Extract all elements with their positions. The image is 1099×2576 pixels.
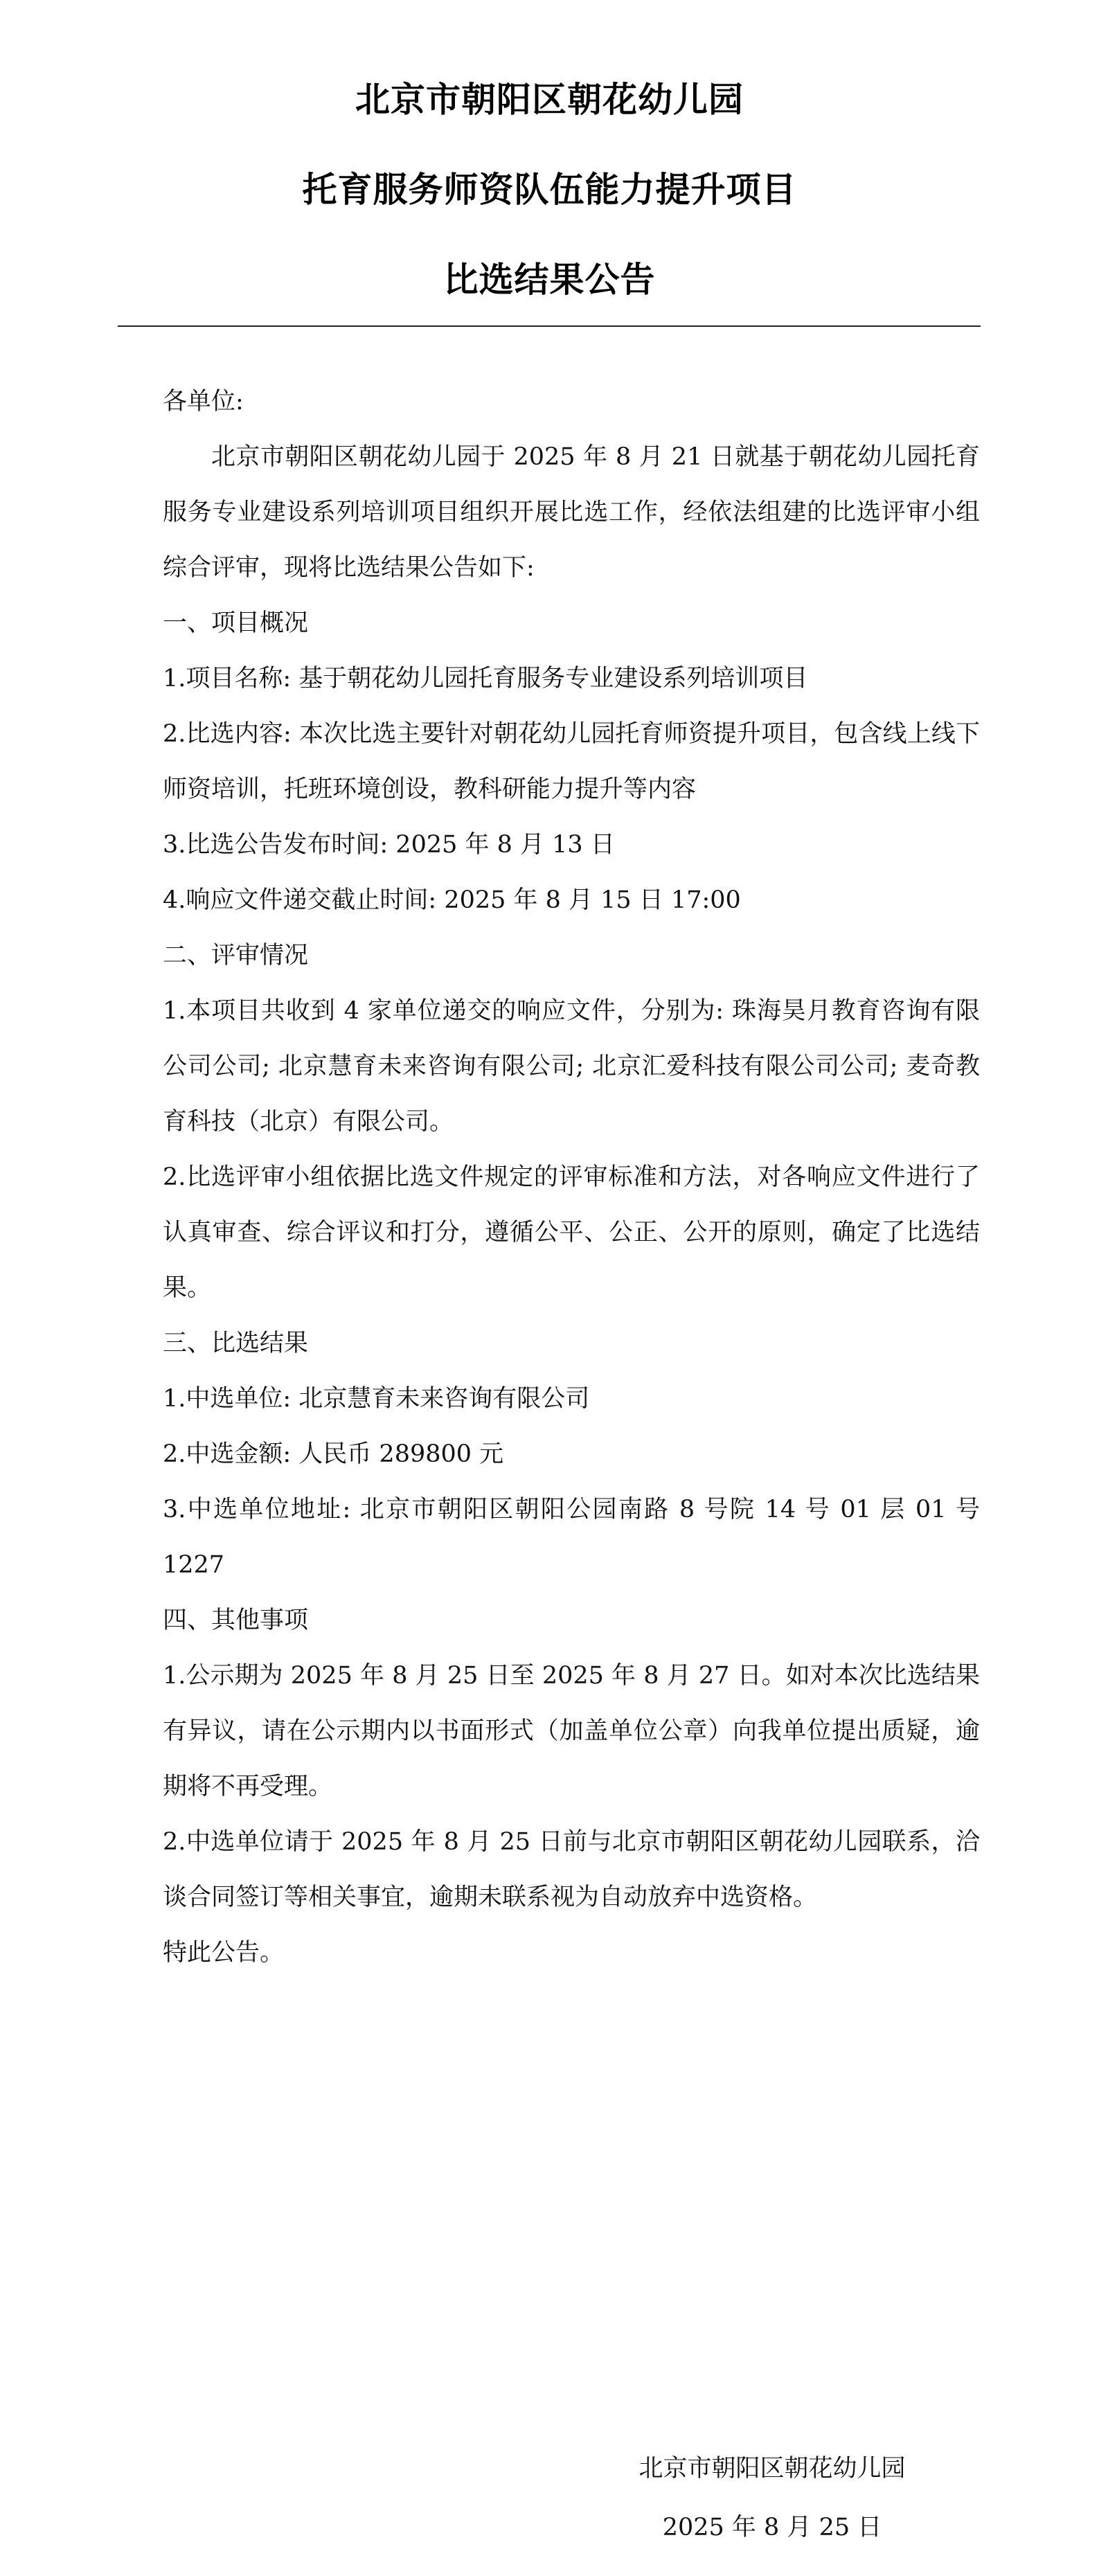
section-heading-other: 四、其他事项 [163, 1607, 309, 1634]
signature-date: 2025 年 8 月 25 日 [662, 2514, 882, 2541]
section-heading-result: 三、比选结果 [163, 1330, 309, 1357]
title-line-2: 托育服务师资队伍能力提升项目 [302, 170, 797, 210]
salutation: 各单位: [163, 388, 244, 415]
other-item-publicity-period: 1.公示期为 2025 年 8 月 25 日至 2025 年 8 月 27 日。如对本次比选结果有异议，请在公示期内以书面形式（加盖单位公章）向我单位提出质疑，逾期将不再受理。 [163, 1662, 980, 1800]
overview-item-content: 2.比选内容: 本次比选主要针对朝花幼儿园托育师资提升项目，包含线上线下师资培训，托班环境创设，教科研能力提升等内容 [163, 720, 980, 803]
review-item-submissions: 1.本项目共收到 4 家单位递交的响应文件，分别为: 珠海昊月教育咨询有限公司公司; 北京慧育未来咨询有限公司; 北京汇爱科技有限公司公司; 麦奇教育科技（北京）有限公司。 [163, 997, 980, 1136]
result-item-amount: 2.中选金额: 人民币 289800 元 [163, 1440, 504, 1468]
result-item-address: 3.中选单位地址: 北京市朝阳区朝阳公园南路 8 号院 14 号 01 层 01 号 1227 [163, 1496, 980, 1579]
section-heading-overview: 一、项目概况 [163, 609, 309, 637]
overview-item-deadline: 4.响应文件递交截止时间: 2025 年 8 月 15 日 17:00 [163, 886, 741, 914]
overview-item-project-name: 1.项目名称: 基于朝花幼儿园托育服务专业建设系列培训项目 [163, 665, 808, 692]
intro-paragraph: 北京市朝阳区朝花幼儿园于 2025 年 8 月 21 日就基于朝花幼儿园托育服务专业建设系列培训项目组织开展比选工作，经依法组建的比选评审小组综合评审，现将比选结果公告如下: [163, 443, 980, 582]
other-item-contract-contact: 2.中选单位请于 2025 年 8 月 25 日前与北京市朝阳区朝花幼儿园联系，洽谈合同签订等相关事宜，逾期未联系视为自动放弃中选资格。 [163, 1828, 980, 1911]
overview-item-publish-time: 3.比选公告发布时间: 2025 年 8 月 13 日 [163, 831, 615, 859]
title-line-1: 北京市朝阳区朝花幼儿园 [355, 80, 744, 120]
closing-text: 特此公告。 [163, 1939, 285, 1967]
review-item-evaluation: 2.比选评审小组依据比选文件规定的评审标准和方法，对各响应文件进行了认真审查、综合评议和打分，遵循公平、公正、公开的原则，确定了比选结果。 [163, 1163, 980, 1302]
section-heading-review: 二、评审情况 [163, 942, 309, 969]
signature-org: 北京市朝阳区朝花幼儿园 [638, 2455, 906, 2483]
result-item-winner: 1.中选单位: 北京慧育未来咨询有限公司 [163, 1385, 590, 1413]
title-line-3: 比选结果公告 [443, 260, 656, 300]
announcement-body [163, 374, 980, 1980]
title-divider [118, 325, 981, 327]
